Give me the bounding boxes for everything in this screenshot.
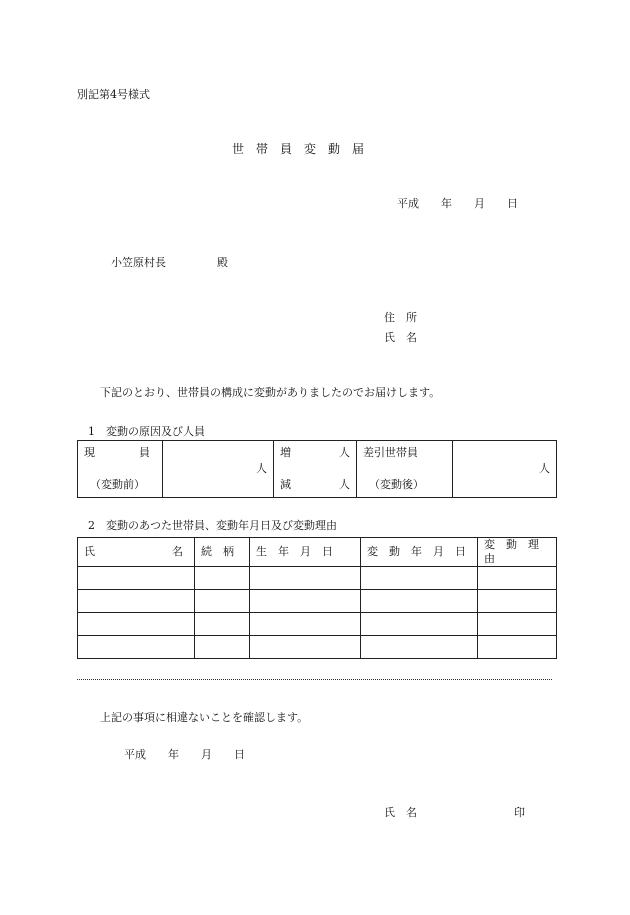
table-row bbox=[78, 590, 557, 613]
confirmation-text: 上記の事項に相違ないことを確認します。 bbox=[100, 711, 309, 724]
cell-change-date[interactable] bbox=[361, 613, 478, 636]
form-number: 別記第4号様式 bbox=[77, 88, 150, 101]
change-count-table bbox=[77, 440, 557, 498]
address-label: 住 所 bbox=[384, 311, 417, 324]
after-members-sub: （変動後） bbox=[369, 478, 424, 491]
cell-reason[interactable] bbox=[478, 636, 557, 659]
cell-birthdate[interactable] bbox=[250, 636, 361, 659]
col-relation: 続 柄 bbox=[195, 538, 250, 567]
increase-unit: 人 bbox=[339, 446, 350, 459]
seal-mark: 印 bbox=[514, 806, 525, 819]
current-unit: 人 bbox=[256, 462, 267, 475]
after-count-cell[interactable] bbox=[453, 441, 557, 498]
honorific: 殿 bbox=[217, 256, 228, 269]
cell-name[interactable] bbox=[78, 613, 195, 636]
after-members-label: 差引世帯員 bbox=[363, 446, 418, 459]
addressee: 小笠原村長 bbox=[111, 256, 166, 269]
confirmation-name-label: 氏 名 bbox=[384, 806, 417, 819]
form-title: 世 帯 員 変 動 届 bbox=[232, 142, 365, 156]
col-birthdate: 生 年 月 日 bbox=[250, 538, 361, 567]
col-name: 氏 名 bbox=[78, 538, 195, 567]
after-unit: 人 bbox=[539, 462, 550, 475]
cell-name[interactable] bbox=[78, 590, 195, 613]
current-members-label: 現 員 bbox=[84, 446, 150, 459]
cell-change-date[interactable] bbox=[361, 567, 478, 590]
decrease-label: 減 bbox=[280, 478, 291, 491]
increase-decrease-cell[interactable] bbox=[274, 441, 357, 498]
cell-reason[interactable] bbox=[478, 567, 557, 590]
current-members-sub: （変動前） bbox=[90, 478, 145, 491]
header-date: 平成 年 月 日 bbox=[397, 197, 518, 210]
table-row bbox=[78, 636, 557, 659]
decrease-unit: 人 bbox=[339, 478, 350, 491]
cell-birthdate[interactable] bbox=[250, 613, 361, 636]
table-row bbox=[78, 567, 557, 590]
cell-name[interactable] bbox=[78, 567, 195, 590]
current-count-cell[interactable] bbox=[163, 441, 274, 498]
cell-relation[interactable] bbox=[195, 590, 250, 613]
cell-name[interactable] bbox=[78, 636, 195, 659]
dotted-divider bbox=[77, 679, 552, 680]
table-header-row bbox=[78, 538, 557, 567]
after-members-cell bbox=[357, 441, 453, 498]
member-change-table bbox=[77, 537, 557, 659]
cell-relation[interactable] bbox=[195, 613, 250, 636]
current-members-cell bbox=[78, 441, 163, 498]
cell-birthdate[interactable] bbox=[250, 590, 361, 613]
cell-change-date[interactable] bbox=[361, 636, 478, 659]
cell-relation[interactable] bbox=[195, 636, 250, 659]
name-label: 氏 名 bbox=[384, 331, 417, 344]
cell-change-date[interactable] bbox=[361, 590, 478, 613]
col-change-date: 変 動 年 月 日 bbox=[361, 538, 478, 567]
cell-reason[interactable] bbox=[478, 613, 557, 636]
confirmation-date: 平成 年 月 日 bbox=[124, 748, 245, 761]
cell-reason[interactable] bbox=[478, 590, 557, 613]
cell-relation[interactable] bbox=[195, 567, 250, 590]
section2-heading: 2 変動のあつた世帯員、変動年月日及び変動理由 bbox=[88, 519, 337, 532]
increase-label: 増 bbox=[280, 446, 291, 459]
section1-heading: 1 変動の原因及び人員 bbox=[88, 425, 205, 438]
table-row bbox=[78, 613, 557, 636]
intro-text: 下記のとおり、世帯員の構成に変動がありましたのでお届けします。 bbox=[100, 386, 441, 399]
cell-birthdate[interactable] bbox=[250, 567, 361, 590]
col-reason: 変 動 理 由 bbox=[478, 538, 557, 567]
